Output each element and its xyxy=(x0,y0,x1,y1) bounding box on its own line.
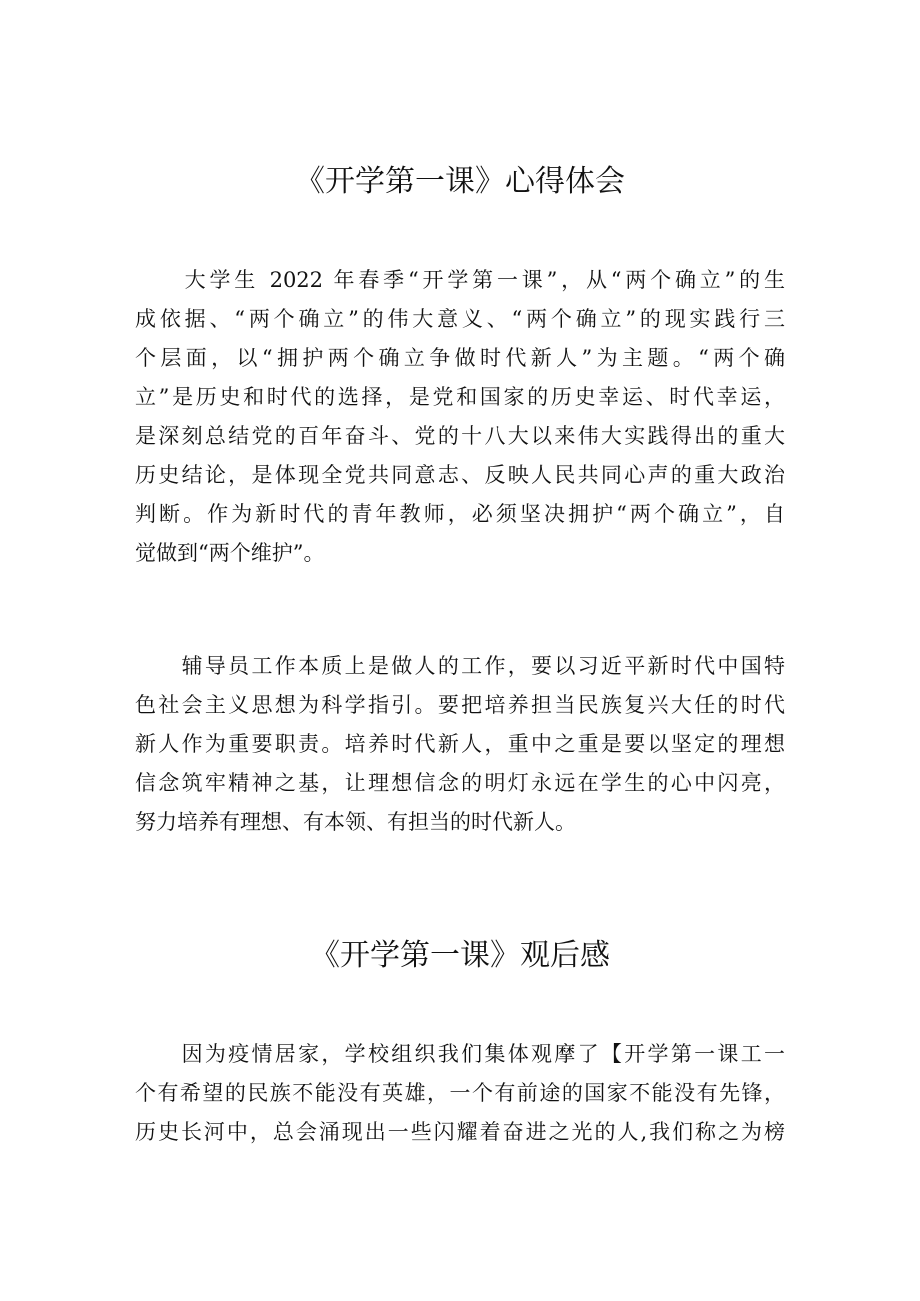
paragraph-line: 大学生 2022 年春季“开学第一课”，从“两个确立”的生 xyxy=(135,268,785,292)
paragraph-line: 历史长河中，总会涌现出一些闪耀着奋进之光的人,我们称之为榜 xyxy=(135,1120,785,1144)
paragraph-line: 个层面，以“拥护两个确立争做时代新人”为主题。“两个确 xyxy=(135,346,785,370)
paragraph-line: 信念筑牢精神之基，让理想信念的明灯永远在学生的心中闪亮， xyxy=(135,771,785,795)
paragraph-line: 历史结论，是体现全党共同意志、反映人民共同心声的重大政治 xyxy=(135,463,785,487)
paragraph-line: 新人作为重要职责。培养时代新人，重中之重是要以坚定的理想 xyxy=(135,732,785,756)
paragraph xyxy=(135,1035,785,1152)
paragraph-line: 判断。作为新时代的青年教师，必须坚决拥护“两个确立”，自 xyxy=(135,502,785,526)
paragraph-line: 努力培养有理想、有本领、有担当的时代新人。 xyxy=(135,810,576,834)
paragraph-line: 立”是历史和时代的选择，是党和国家的历史幸运、时代幸运， xyxy=(135,385,785,409)
paragraph-line: 觉做到“两个维护”。 xyxy=(135,541,325,565)
paragraph xyxy=(135,261,785,573)
paragraph-line: 个有希望的民族不能没有英雄，一个有前途的国家不能没有先锋， xyxy=(135,1081,785,1105)
section-title: 《开学第一课》心得体会 xyxy=(295,164,625,199)
paragraph-line: 色社会主义思想为科学指引。要把培养担当民族复兴大任的时代 xyxy=(135,693,785,717)
section-title: 《开学第一课》观后感 xyxy=(310,938,610,973)
paragraph-line: 辅导员工作本质上是做人的工作，要以习近平新时代中国特 xyxy=(135,654,785,678)
paragraph-line: 成依据、“两个确立”的伟大意义、“两个确立”的现实践行三 xyxy=(135,307,785,331)
paragraph-line: 是深刻总结党的百年奋斗、党的十八大以来伟大实践得出的重大 xyxy=(135,424,785,448)
paragraph-line: 因为疫情居家，学校组织我们集体观摩了【开学第一课工一 xyxy=(135,1042,785,1066)
paragraph xyxy=(135,647,785,842)
